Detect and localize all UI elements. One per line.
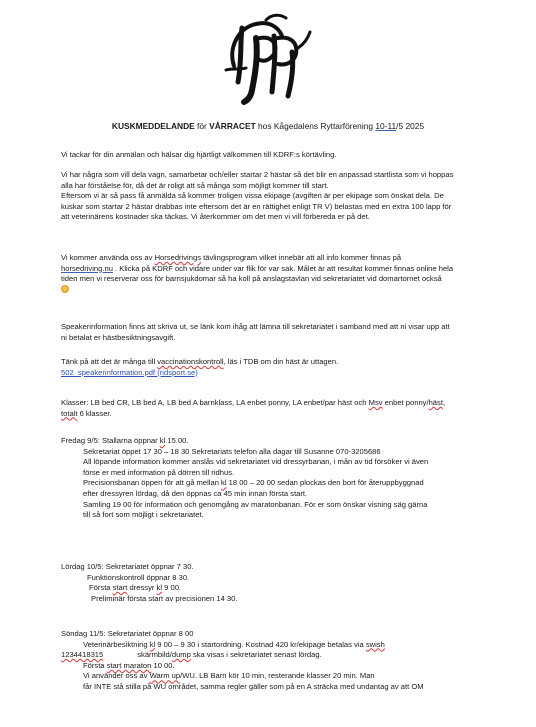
title-part: hos Kågedalens Ryttarförening xyxy=(255,121,376,131)
share-paragraph xyxy=(61,170,523,223)
text: Första xyxy=(83,660,107,670)
friday-line: All löpande information kommer anslås vid sekretariatet vid dressyrbanan, i mån av tid försöker vi även xyxy=(83,457,429,467)
text: tiden men vi reserverar oss för barnsjukdomar så ha koll på anslagstavlan vid sekretariatet vid domartornet också xyxy=(61,274,442,284)
text: Precisionsbanan öppen för att gå mellan xyxy=(83,478,222,488)
saturday-section xyxy=(61,562,523,604)
text-misspelled: kl xyxy=(159,436,166,445)
text: 15 00. xyxy=(165,436,189,445)
text-misspelled: totalt xyxy=(61,408,78,418)
text: , xyxy=(442,398,446,407)
text: 9 00 – 9 30 i startordning. Kostnad 420 kr/ekipage betalas via xyxy=(155,639,366,649)
sunday-line: får INTE stå stilla på WU området, samma regler gäller som på en A sträcka med undantag av att OM xyxy=(83,681,424,691)
text: dressyr xyxy=(127,583,157,593)
friday-section xyxy=(61,436,523,521)
title-part: /5 2025 xyxy=(396,121,425,131)
text: 10 00. xyxy=(151,660,175,670)
friday-heading: Fredag 9/5: Stallarna öppnar xyxy=(61,436,160,445)
text: 9 00. xyxy=(162,583,182,593)
text-misspelled: start maraton xyxy=(106,660,152,670)
friday-line: Sekretariat öppet 17 30 – 18 30 Sekretariats telefon alla dagar till Susanne 070-3205686 xyxy=(83,446,381,456)
text: . Klicka på KDRF och vidare under var flik för var sak. Målet är att resultat kommer finnas online hela xyxy=(112,263,454,273)
text-misspelled: start xyxy=(112,583,128,593)
text-misspelled: häst xyxy=(428,398,443,407)
saturday-line: Funktionskontroll öppnar 8 30. xyxy=(87,572,190,582)
share-line: att veterinärens kostnader ska täckas. Vi återkommer om det men vi vill förbereda er på det. xyxy=(61,212,370,222)
text: ska visas i sekretariatet senast lördag. xyxy=(190,650,322,660)
text: enbet ponny/ xyxy=(382,398,429,407)
title-event: VÅRRACET xyxy=(209,121,256,131)
sunday-section xyxy=(61,629,523,693)
horsedriving-paragraph xyxy=(61,253,523,295)
vaccination-paragraph xyxy=(61,357,523,378)
swish-number: 1234418315 xyxy=(61,650,104,660)
friday-line: till så fort som möjligt i sekretariatet. xyxy=(83,510,204,520)
text-misspelled: Horsedrivings xyxy=(154,253,201,262)
classes-paragraph xyxy=(61,398,523,419)
text-misspelled: kl xyxy=(149,639,156,649)
text-misspelled: vaccinationskontroll xyxy=(157,357,224,366)
speaker-info-link[interactable]: 502_speakerinformation.pdf (ridsport.se) xyxy=(61,367,198,377)
text-misspelled: dump xyxy=(171,650,191,660)
share-line: Vi har några som vill dela vagn, samarbetar och/eller startar 2 hästar så det blir en anpassad startlista som vi hoppas xyxy=(61,170,454,179)
share-line: alla har förståelse för, då det är roligt att så många som möjligt kommer till start. xyxy=(61,180,329,190)
text-misspelled: kl xyxy=(156,583,163,593)
kdrf-logo xyxy=(212,8,318,108)
page-title xyxy=(0,121,536,132)
sunday-heading: Söndag 11/5: Sekretariatet öppnar 8 00 xyxy=(61,629,194,638)
text: Första xyxy=(89,583,113,593)
text: Vi kommer använda oss av xyxy=(61,253,155,262)
friday-line: förse er med information på dörren till ridhus. xyxy=(83,467,235,477)
title-part: för xyxy=(194,121,210,131)
smiley-emoji-icon xyxy=(61,285,69,293)
speaker-line: ni betalat er hästbesiktningsavgift. xyxy=(61,332,176,342)
text-misspelled: Warm up xyxy=(149,671,181,681)
share-line: Eftersom vi är så pass få anmälda så kommer troligen vissa ekipage (avgiften är per ekipage som önskat dela. De xyxy=(61,191,444,201)
text: Veterinärbesiktning xyxy=(83,639,150,649)
text: Tänk på att det är många till xyxy=(61,357,158,366)
text: tävlingsprogram vilket innebär att all info kommer finnas på xyxy=(201,253,402,262)
friday-line: Samling 19 00 för information och genomgång av maratonbanan. För er som önskar visning säg gärna xyxy=(83,499,428,509)
share-line: kuskar som startar 2 hästar drabbas inte eftersom det är en rättighet enligt TR V) belastas med en extra 100 lapp för xyxy=(61,201,452,211)
horsedriving-link[interactable]: horsedriving.nu xyxy=(61,263,113,273)
speaker-paragraph xyxy=(61,322,523,343)
title-bold: KUSKMEDDELANDE xyxy=(111,121,195,131)
friday-line: efter dressyren lördag, då den öppnas ca 45 min innan första start. xyxy=(83,488,308,498)
text: Vi använder oss av xyxy=(83,671,150,681)
speaker-line: Speakerinformation finns att skriva ut, se länk kom ihåg att lämna till sekretariatet i samband med att ni visar upp att xyxy=(61,322,450,331)
text-misspelled: kl xyxy=(221,478,227,488)
saturday-heading: Lördag 10/5: Sekretariatet öppnar 7 30. xyxy=(61,562,194,571)
text: , läs i TDB om din häst är uttagen. xyxy=(223,357,339,366)
text: 6 klasser. xyxy=(77,408,112,418)
text-misspelled: swish xyxy=(365,639,385,649)
title-dates: 10-11 xyxy=(375,121,397,131)
text: Klasser: LB bed CR, LB bed A, LB bed A barnklass, LA enbet ponny, LA enbet/par häst och xyxy=(61,398,369,407)
welcome-paragraph xyxy=(61,150,523,161)
text: skärmbild/ xyxy=(137,650,172,660)
saturday-line: Preliminär första start av precisionen 14 30. xyxy=(91,593,238,603)
welcome-text: Vi tackar för din anmälan och hälsar dig hjärtligt välkommen till KDRF:s körtävling. xyxy=(61,150,337,159)
text: /WU. LB Barn kör 10 min, resterande klasser 20 min. Man xyxy=(180,671,375,681)
text-misspelled: Msv xyxy=(368,398,383,407)
text: 18 00 – 20 00 sedan plockas den bort för återuppbyggnad xyxy=(226,478,424,488)
